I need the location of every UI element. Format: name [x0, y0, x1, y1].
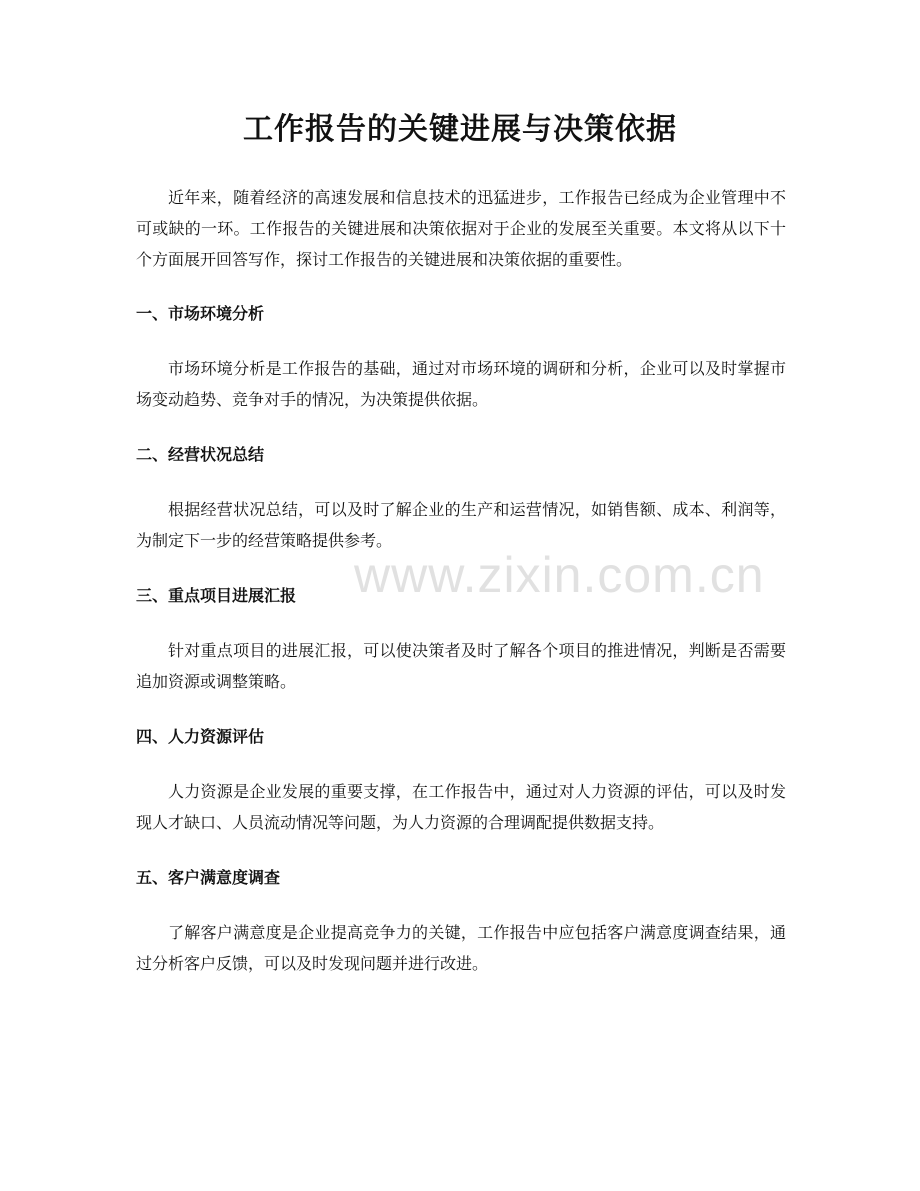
watermark: www.zixin.com.cn [354, 547, 765, 603]
page-title: 工作报告的关键进展与决策依据 [243, 112, 677, 147]
section-heading-4: 四、人力资源评估 [136, 727, 265, 746]
section-heading-5: 五、客户满意度调查 [136, 868, 281, 887]
section-paragraph-4: 人力资源是企业发展的重要支撑，在工作报告中，通过对人力资源的评估，可以及时发现人才缺口、人员流动情况等问题，为人力资源的合理调配提供数据支持。 [136, 782, 786, 832]
section-paragraph-2: 根据经营状况总结，可以及时了解企业的生产和运营情况，如销售额、成本、利润等，为制定下一步的经营策略提供参考。 [136, 500, 786, 550]
document-body [136, 182, 786, 1007]
section-paragraph-3: 针对重点项目的进展汇报，可以使决策者及时了解各个项目的推进情况，判断是否需要追加资源或调整策略。 [136, 641, 786, 691]
intro-paragraph: 近年来，随着经济的高速发展和信息技术的迅猛进步，工作报告已经成为企业管理中不可或缺的一环。工作报告的关键进展和决策依据对于企业的发展至关重要。本文将从以下十个方面展开回答写作，探讨工作报告的关键进展和决策依据的重要性。 [136, 188, 786, 269]
section-heading-2: 二、经营状况总结 [136, 445, 265, 464]
section-paragraph-5: 了解客户满意度是企业提高竞争力的关键，工作报告中应包括客户满意度调查结果，通过分析客户反馈，可以及时发现问题并进行改进。 [136, 923, 786, 973]
section-heading-1: 一、市场环境分析 [136, 304, 265, 323]
section-heading-3: 三、重点项目进展汇报 [136, 586, 297, 605]
section-paragraph-1: 市场环境分析是工作报告的基础，通过对市场环境的调研和分析，企业可以及时掌握市场变动趋势、竞争对手的情况，为决策提供依据。 [136, 359, 786, 409]
